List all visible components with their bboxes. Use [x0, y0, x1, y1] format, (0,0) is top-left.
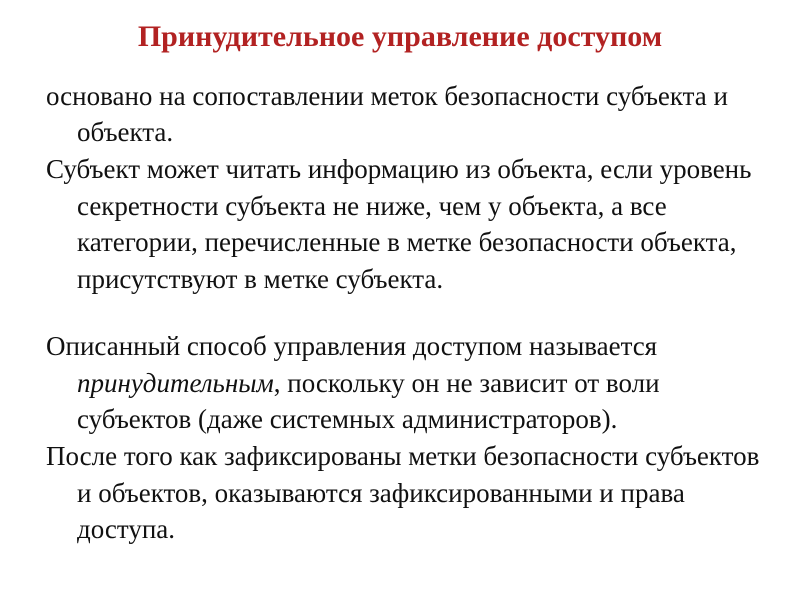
paragraph-mandatory-rest: , поскольку он не зависит от воли субъектов (даже системных администраторов).: [77, 367, 660, 434]
paragraph-read-rule: Субъект может читать информацию из объекта, если уровень секретности субъекта не ниже, чем у объекта, а все категории, перечисленные в метке безопасности объекта, присутствуют в метке субъекта.: [46, 154, 752, 294]
paragraph-mandatory-emphasis: принудительным: [77, 367, 274, 398]
paragraph-basis: основано на сопоставлении меток безопасности субъекта и объекта.: [46, 80, 728, 147]
paragraph-mandatory-lead: Описанный способ управления доступом называется: [46, 331, 658, 362]
slide-body: [0, 78, 800, 548]
slide-title: Принудительное управление доступом: [137, 20, 663, 53]
paragraph-fixed-labels: После того как зафиксированы метки безопасности субъектов и объектов, оказываются зафиксированными и права доступа.: [46, 441, 760, 545]
paragraph-mandatory-definition: [46, 328, 772, 437]
